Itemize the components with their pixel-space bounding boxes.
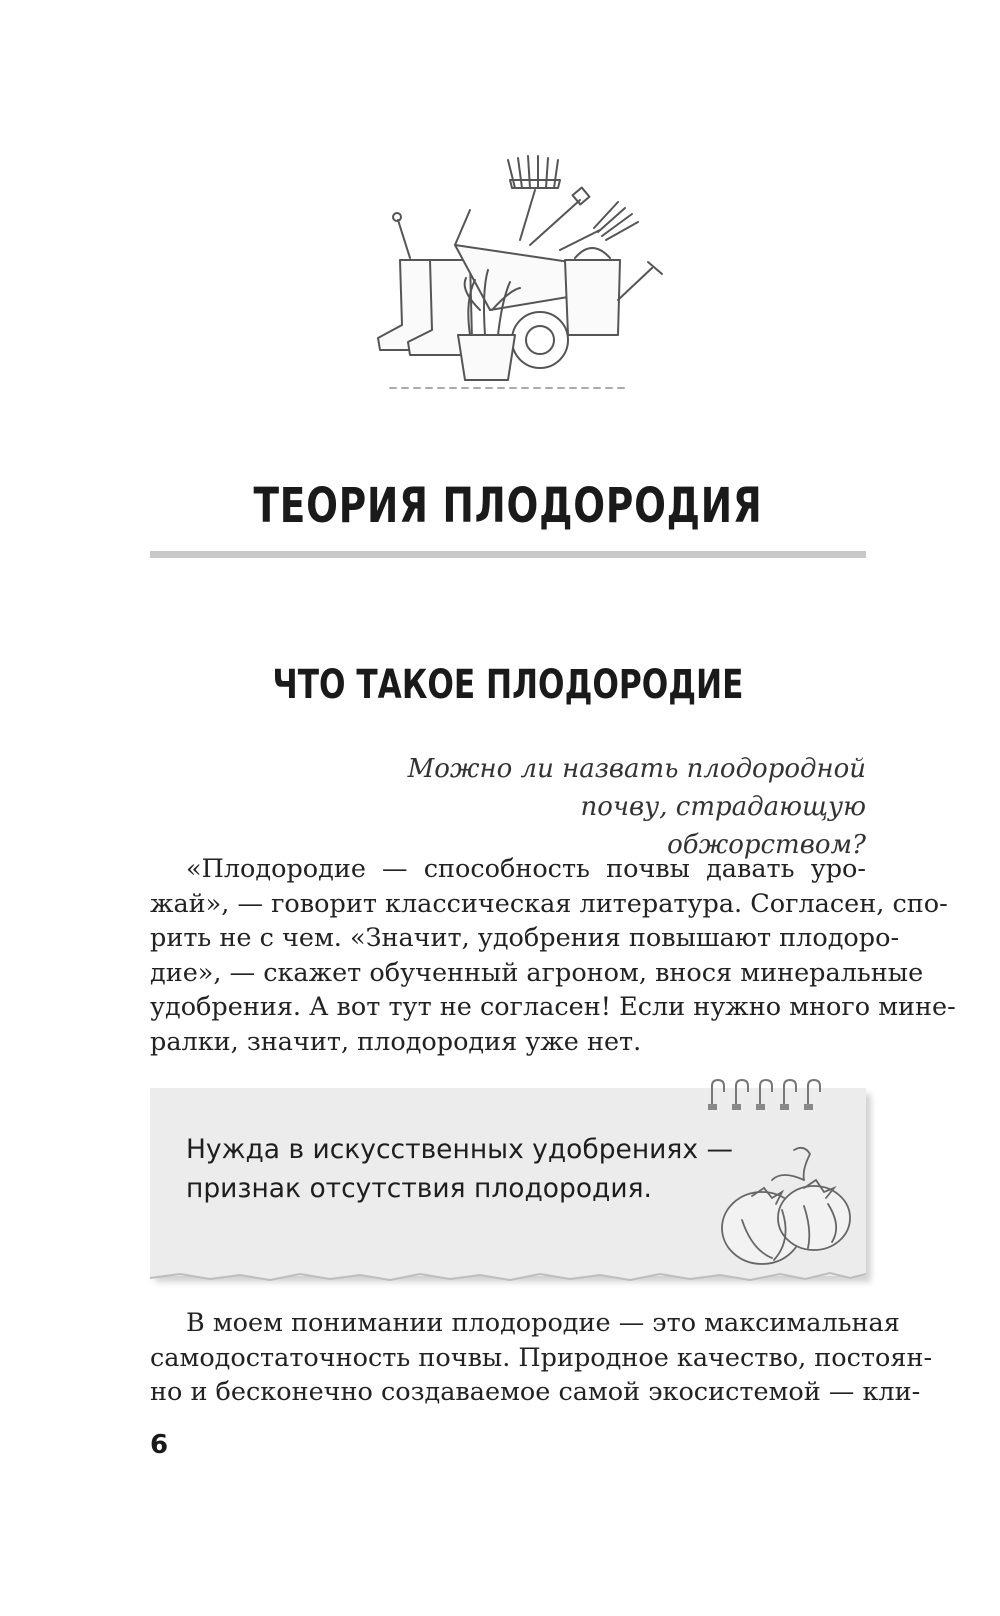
- paragraph-line: жай», — говорит классическая литература. Согласен, спо-: [150, 888, 948, 919]
- note-line: Нужда в искусственных удобрениях —: [186, 1134, 733, 1165]
- paragraph-line: рить не с чем. «Значит, удобрения повышают плодоро-: [150, 923, 900, 953]
- paragraph-line: но и бесконечно создаваемое самой экосистемой — кли-: [150, 1377, 921, 1407]
- paragraph-line: дие», — скажет обученный агроном, внося минеральные: [150, 957, 924, 988]
- note-line: признак отсутствия плодородия.: [186, 1173, 652, 1204]
- chapter-title: ТЕОРИЯ ПЛОДОРОДИЯ: [253, 478, 763, 534]
- section-title: ЧТО ТАКОЕ ПЛОДОРОДИЕ: [272, 662, 744, 708]
- paragraph-line: удобрения. А вот тут не согласен! Если нужно много мине-: [150, 992, 956, 1022]
- title-divider: [150, 551, 866, 558]
- garden-tools-illustration: [370, 150, 670, 400]
- paragraph-line: ралки, значит, плодородия уже нет.: [150, 1026, 642, 1057]
- paragraph-line: самодостаточность почвы. Природное качество, постоян-: [150, 1342, 933, 1373]
- note-text: [186, 1130, 746, 1208]
- page-number: 6: [150, 1430, 169, 1460]
- spiral-binding-icon: [702, 1078, 832, 1118]
- epigraph-line: Можно ли назвать плодородной: [407, 754, 866, 784]
- epigraph: [400, 750, 866, 864]
- paragraph-line: В моем понимании плодородие — это максимальная: [186, 1308, 900, 1338]
- tomatoes-illustration: [712, 1140, 862, 1270]
- paragraph: [150, 1306, 933, 1410]
- paragraph-line: «Плодородие — способность почвы давать уро-: [186, 854, 866, 884]
- paragraph: [150, 852, 956, 1059]
- epigraph-line: почву, страдающую обжорством?: [580, 792, 866, 860]
